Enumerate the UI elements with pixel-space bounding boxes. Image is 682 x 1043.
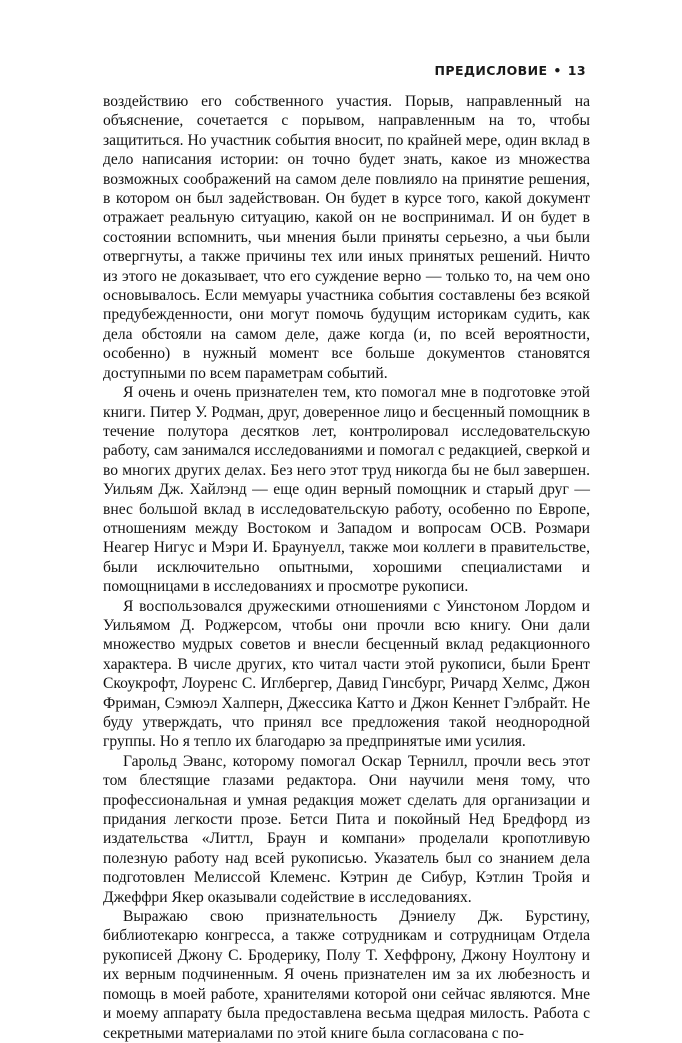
section-title: ПРЕДИСЛОВИЕ: [434, 63, 548, 78]
header-bullet: •: [553, 63, 562, 78]
running-header: [435, 63, 586, 78]
paragraph-editors: Гарольд Эванс, которому помогал Оскар Тернилл, прочли весь этот том блестящие глазами редактора. Они научили меня тому, что профессиональная и умная редакция может сделать для организации и придания легкости прозе. Бетси Пита и покойный Нед Бредфорд из издательства «Литтл, Браун и компани» проделали кропотливую полезную работу над всей рукописью. Указатель был со знанием дела подготовлен Мелиссой Клеменс. Кэтрин де Сибур, Кэтлин Тройя и Джеффри Якер оказывали содействие в исследованиях.: [103, 752, 590, 906]
paragraph-acknowledgements: Я очень и очень признателен тем, кто помогал мне в подготовке этой книги. Питер У. Родман, друг, доверенное лицо и бесценный помощник в течение полутора десятков лет, контролировал исследовательскую работу, сам занимался исследованиями и помогал с редакцией, сверкой и во многих других делах. Без него этот труд никогда бы не был завершен. Уильям Дж. Хайлэнд — еще один верный помощник и старый друг — внес большой вклад в исследовательскую работу, особенно по Европе, отношениям между Востоком и Западом и вопросам ОСВ. Розмари Неагер Нигус и Мэри И. Браунуелл, также мои коллеги в правительстве, были исключительно опытными, хорошими специалистами и помощницами в исследованиях и просмотре рукописи.: [103, 384, 590, 596]
body-text: [103, 92, 590, 1043]
paragraph-readers: Я воспользовался дружескими отношениями с Уинстоном Лордом и Уильямом Д. Роджерсом, чтобы они прочли всю книгу. Они дали множество мудрых советов и внесли бесценный вклад редакционного характера. В числе других, кто читал части этой рукописи, были Брент Скоукрофт, Лоуренс С. Иглбергер, Давид Гинсбург, Ричард Хелмс, Джон Фриман, Сэмюэл Халперн, Джессика Катто и Джон Кеннет Гэлбрайт. Не буду утверждать, что принял все предложения такой неоднородной группы. Но я тепло их благодарю за предпринятые ими усилия.: [103, 597, 590, 751]
paragraph-library: Выражаю свою признательность Дэниелу Дж. Бурстину, библиотекарю конгресса, а также сотрудникам и сотрудницам Отдела рукописей Джону С. Бродерику, Полу Т. Хеффрону, Джону Ноултону и их верным подчиненным. Я очень признателен им за их любезность и помощь в моей работе, хранителями которой они сейчас являются. Мне и моему аппарату была предоставлена весьма щедрая милость. Работа с секретными материалами по этой книге была согласована с по-: [103, 908, 590, 1042]
paragraph-continued: воздействию его собственного участия. Порыв, направленный на объяснение, сочетается с порывом, направленным на то, чтобы защититься. Но участник события вносит, по крайней мере, один вклад в дело написания истории: он точно будет знать, какое из множества возможных соображений на самом деле повлияло на принятие решения, в котором он был задействован. Он будет в курсе того, какой документ отражает реальную ситуацию, какой он не воспринимал. И он будет в состоянии вспомнить, чьи мнения были приняты серьезно, а чьи были отвергнуты, а также причины тех или иных принятых решений. Ничто из этого не доказывает, что его суждение верно — только то, на чем оно основывалось. Если мемуары участника события составлены без всякой предубежденности, они могут помочь будущим историкам судить, как дела обстояли на самом деле, даже когда (и, по всей вероятности, особенно) в нужный момент все больше документов становятся доступными по всем параметрам событий.: [103, 93, 590, 382]
page-number: 13: [567, 63, 586, 78]
